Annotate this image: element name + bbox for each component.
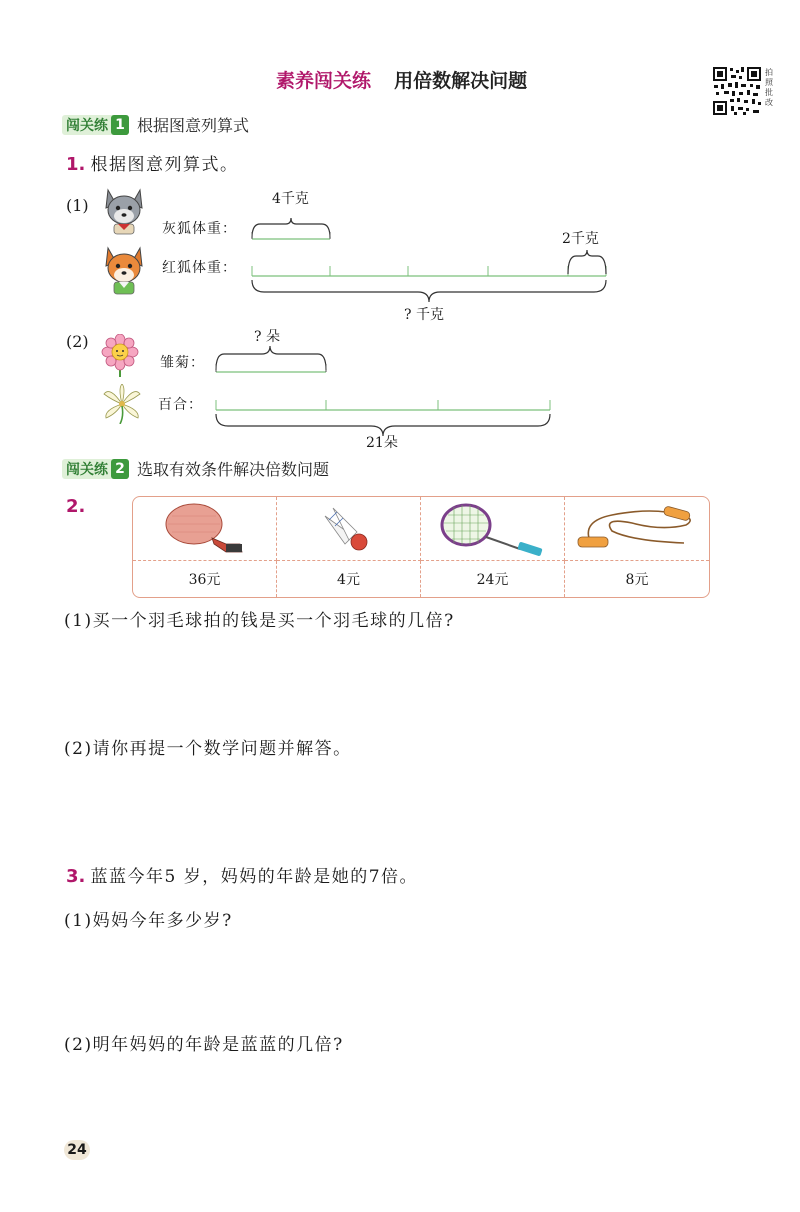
question-number: 1.: [66, 154, 86, 175]
section-header-2: [62, 457, 329, 480]
product-image-cell: [421, 497, 565, 561]
tag-number: 2: [111, 459, 129, 479]
ping-pong-paddle-icon: [160, 502, 250, 556]
question-3-heading: [66, 862, 418, 887]
question-text: 蓝蓝今年5 岁，妈妈的年龄是她的7倍。: [90, 867, 419, 887]
product-image-cell: [565, 497, 709, 561]
daisy-icon: [100, 334, 140, 378]
red-fox-label: 红狐体重：: [162, 260, 237, 276]
tag-number: 1: [111, 115, 129, 135]
section-tag: [62, 459, 129, 479]
question-number: 3.: [66, 866, 86, 887]
price-cell: 36元: [133, 561, 277, 597]
gray-fox-label: 灰狐体重：: [162, 221, 237, 237]
question-2-part-1: (1)买一个羽毛球拍的钱是买一个羽毛球的几倍?: [64, 611, 455, 631]
lily-label: 百合：: [158, 397, 203, 413]
price-cell: 24元: [421, 561, 565, 597]
part-label: (2): [66, 332, 89, 351]
title-main: 用倍数解决问题: [394, 70, 528, 92]
section-header-1: [62, 113, 249, 136]
price-cell: 8元: [625, 572, 649, 588]
daisy-label: 雏菊：: [160, 355, 205, 371]
qr-label: 拍照批改: [765, 68, 773, 107]
shuttlecock-icon: [319, 502, 379, 556]
gray-fox-weight-value: 4千克: [272, 191, 309, 207]
section-title: 根据图意列算式: [137, 116, 250, 135]
question-1-heading: [66, 150, 238, 175]
red-fox-total-value: ? 千克: [404, 307, 444, 323]
page-number: 24: [64, 1140, 90, 1160]
question-3-part-2: (2)明年妈妈的年龄是蓝蓝的几倍?: [64, 1035, 344, 1055]
tag-label: 闯关练: [66, 461, 108, 478]
daisy-count-value: ? 朵: [254, 329, 280, 345]
gray-fox-icon: [102, 186, 146, 236]
product-image-cell: [133, 497, 277, 561]
title-accent: 素养闯关练: [276, 70, 372, 92]
question-text: 根据图意列算式。: [90, 155, 239, 175]
tag-label: 闯关练: [66, 117, 108, 134]
product-price-table: [132, 496, 710, 598]
section-tag: [62, 115, 129, 135]
question-3-part-1: (1)妈妈今年多少岁?: [64, 911, 233, 931]
extra-weight-value: 2千克: [562, 231, 599, 247]
product-image-cell: [277, 497, 421, 561]
question-number: 2.: [66, 496, 86, 517]
price-cell: 4元: [277, 561, 421, 597]
part-label: (1): [66, 196, 89, 215]
red-fox-icon: [102, 244, 146, 296]
lily-icon: [100, 384, 144, 424]
jump-rope-icon: [572, 501, 702, 557]
badminton-racket-icon: [438, 501, 548, 557]
page-title: [276, 66, 527, 93]
lily-total-value: 21朵: [366, 435, 398, 451]
question-2-part-2: (2)请你再提一个数学问题并解答。: [64, 739, 352, 759]
qr-code-icon[interactable]: [712, 66, 762, 116]
section-title: 选取有效条件解决倍数问题: [137, 460, 330, 479]
